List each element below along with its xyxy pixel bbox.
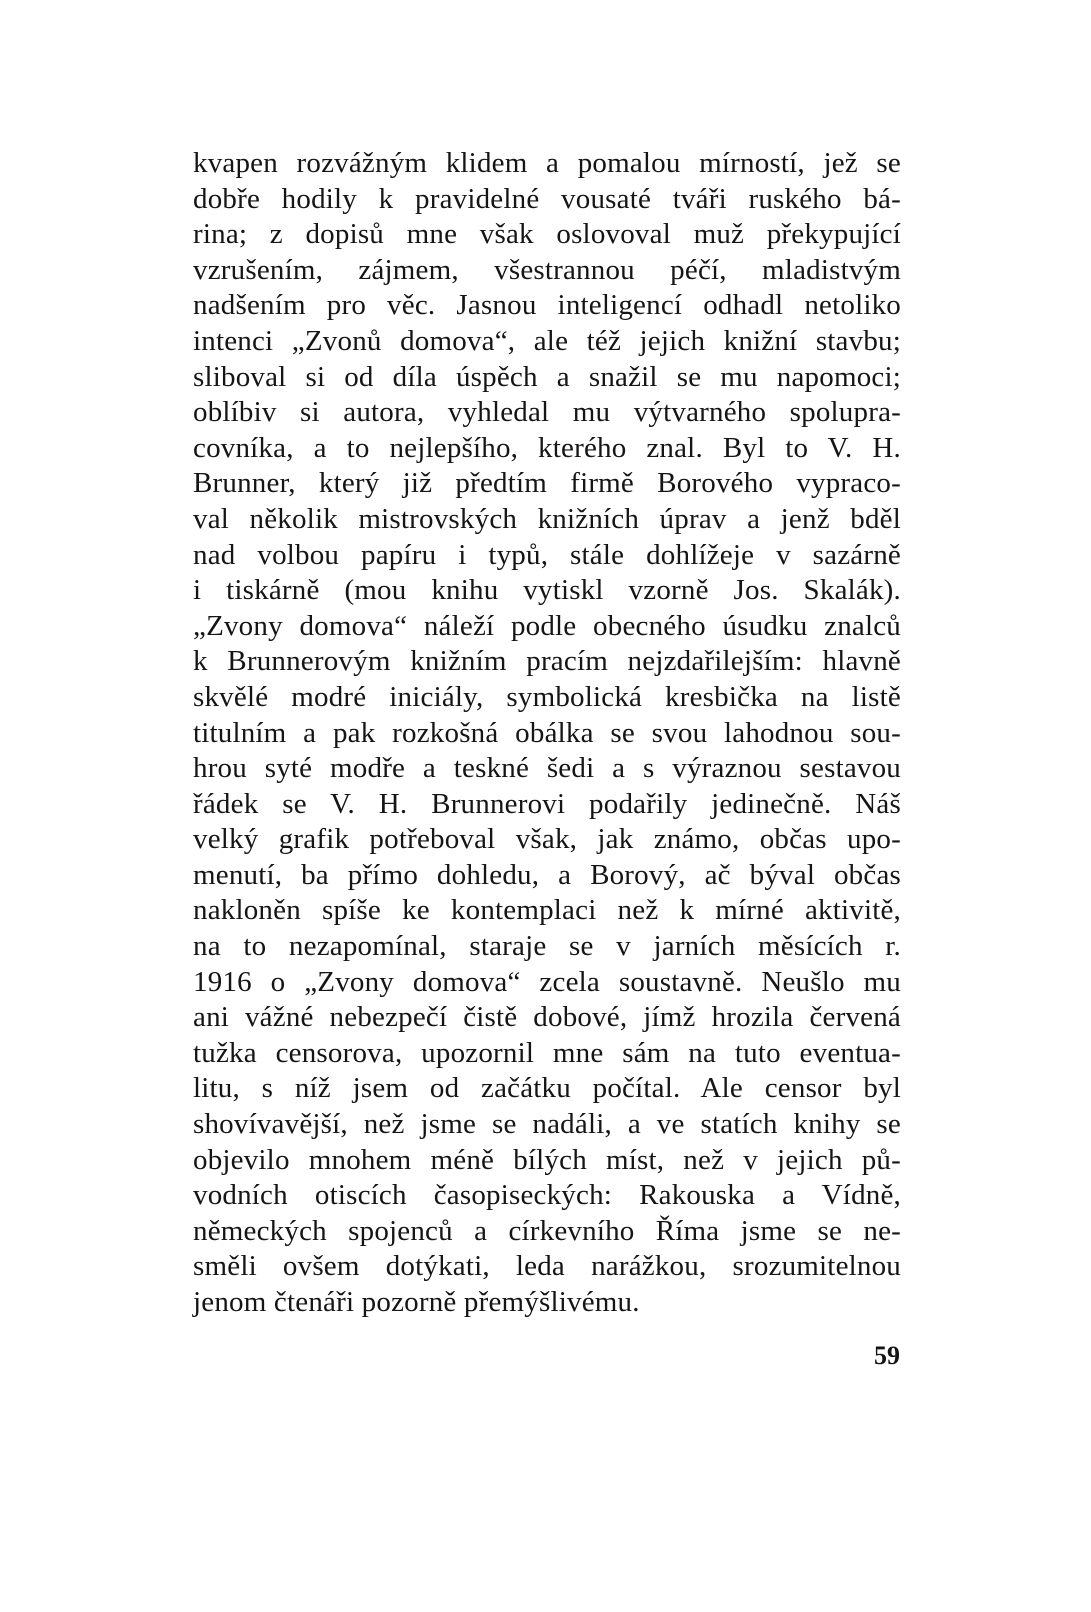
text-line: oblíbiv si autora, vyhledal mu výtvarného spolupra- (193, 396, 901, 429)
text-line: německých spojenců a církevního Říma jsme se ne- (193, 1214, 901, 1247)
text-line: kvapen rozvážným klidem a pomalou mírností, jež se (193, 147, 901, 179)
text-line: „Zvony domova“ náleží podle obecného úsudku znalců (193, 609, 901, 642)
text-line: i tiskárně (mou knihu vytiskl vzorně Jos. Skalák). (193, 574, 901, 607)
text-line: intenci „Zvonů domova“, ale též jejich knižní stavbu; (193, 324, 901, 357)
text-line: dobře hodily k pravidelné vousaté tváři ruského bá- (193, 182, 901, 215)
text-line: nadšením pro věc. Jasnou inteligencí odhadl netoliko (193, 289, 901, 322)
text-line: covníka, a to nejlepšího, kterého znal. Byl to V. H. (193, 431, 901, 464)
text-line: tužka censorova, upozornil mne sám na tuto eventua- (193, 1036, 901, 1069)
text-line: shovívavější, než jsme se nadáli, a ve statích knihy se (193, 1108, 901, 1141)
text-line: hrou syté modře a teskné šedi a s výraznou sestavou (193, 752, 901, 785)
body-text (193, 146, 901, 1321)
text-line: nad volbou papíru i typů, stále dohlížeje v sazárně (193, 538, 901, 571)
text-line: nakloněn spíše ke kontemplaci než k mírné aktivitě, (193, 894, 901, 927)
text-line: skvělé modré iniciály, symbolická kresbička na listě (193, 680, 901, 713)
text-line: litu, s níž jsem od začátku počítal. Ale censor byl (193, 1072, 901, 1105)
text-line: vzrušením, zájmem, všestrannou péčí, mladistvým (193, 253, 901, 286)
text-line: rina; z dopisů mne však oslovoval muž překypující (193, 218, 901, 251)
text-line: řádek se V. H. Brunnerovi podařily jedinečně. Náš (193, 787, 901, 820)
text-line: směli ovšem dotýkati, leda narážkou, srozumitelnou (193, 1250, 901, 1283)
text-line: na to nezapomínal, staraje se v jarních měsících r. (193, 930, 901, 963)
text-line: val několik mistrovských knižních úprav a jenž bděl (193, 502, 901, 535)
text-line: vodních otiscích časopiseckých: Rakouska a Vídně, (193, 1179, 901, 1212)
text-line: titulním a pak rozkošná obálka se svou lahodnou sou- (193, 716, 901, 749)
text-line: 1916 o „Zvony domova“ zcela soustavně. Neušlo mu (193, 965, 901, 998)
text-line: menutí, ba přímo dohledu, a Borový, ač býval občas (193, 858, 901, 891)
text-line: k Brunnerovým knižním pracím nejzdařilejším: hlavně (193, 645, 901, 678)
text-line: jenom čtenáři pozorně přemýšlivému. (193, 1286, 640, 1318)
text-line: Brunner, který již předtím firmě Borového vypraco- (193, 467, 901, 500)
text-line: ani vážné nebezpečí čistě dobové, jímž hrozila červená (193, 1001, 901, 1034)
text-line: objevilo mnohem méně bílých míst, než v jejich pů- (193, 1143, 901, 1176)
page-number: 59 (874, 1341, 900, 1370)
text-line: sliboval si od díla úspěch a snažil se mu napomoci; (193, 360, 901, 393)
text-line: velký grafik potřeboval však, jak známo, občas upo- (193, 823, 901, 856)
